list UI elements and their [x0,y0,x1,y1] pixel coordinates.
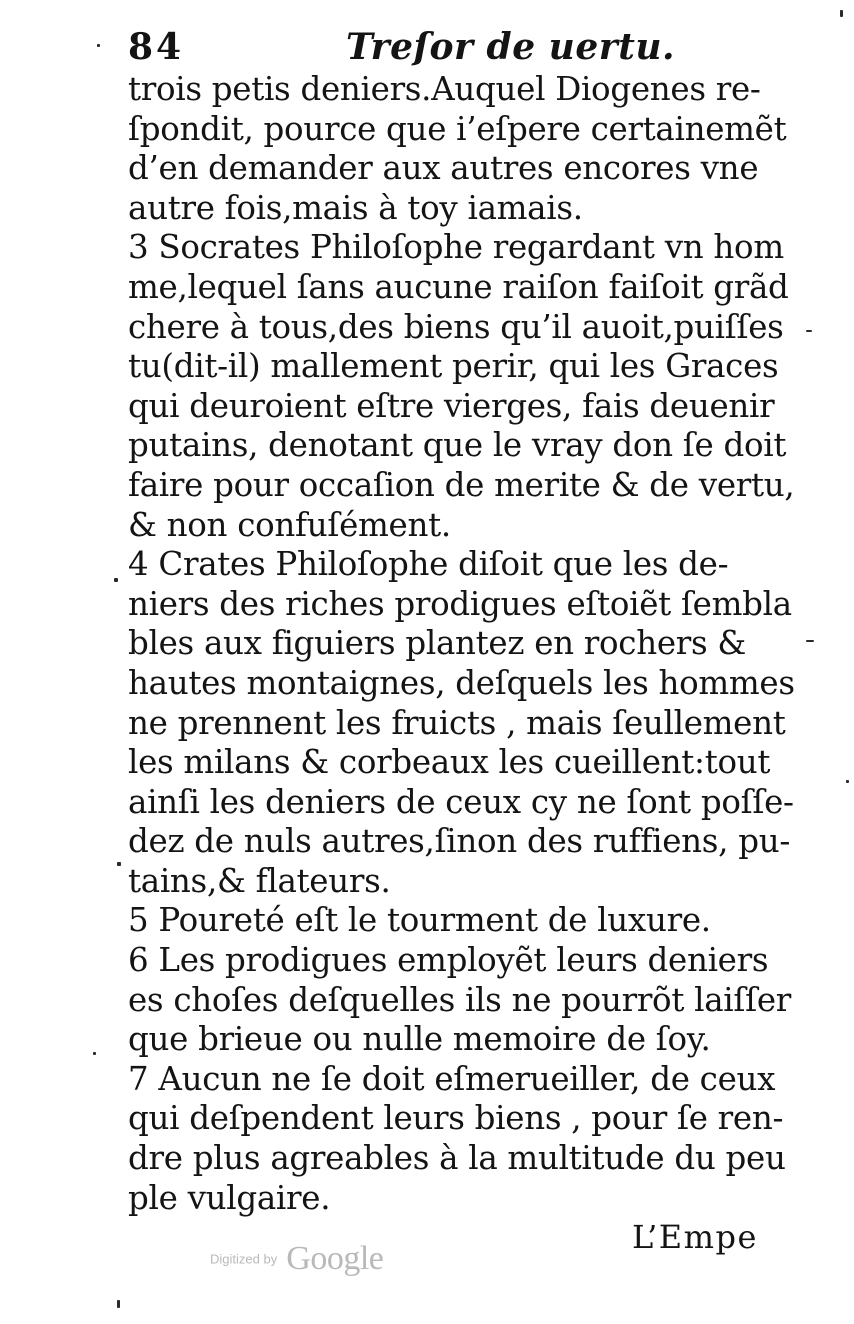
scan-speck [97,44,100,47]
catchword: L’Empe [632,1218,758,1256]
text-line: que brieue ou nulle memoire de ſoy. [128,1020,711,1059]
text-line: tu(dit-il) mallement perir, qui les Graces [128,347,779,386]
google-logo: Google [286,1240,384,1277]
text-line: chere à tous,des biens qu’il auoit,puiſſes [128,307,784,346]
text-line: tains,& flateurs. [128,861,391,900]
text-line: ſpondit, pource que i’eſpere certainemẽt [128,109,787,148]
scan-speck [840,10,843,17]
running-title: Treſor de uertu. [346,26,676,68]
text-line: 4 Crates Philoſophe diſoit que les de- [128,545,729,584]
text-line: dez de nuls autres,ſinon des ruffiens, pu- [128,822,791,861]
scan-speck [117,1300,120,1308]
text-line: qui deuroient eſtre vierges, fais deuenir [128,386,775,425]
text-line: es choſes deſquelles ils ne pourrõt laiſſer [128,980,791,1019]
text-line: niers des riches prodigues eſtoiẽt ſembla [128,584,792,623]
text-line: autre fois,mais à toy iamais. [128,188,583,227]
text-line: 3 Socrates Philoſophe regardant vn hom [128,228,784,267]
scan-speck [93,1052,96,1055]
scan-speck [117,862,121,866]
text-line: d’en demander aux autres encores vne [128,149,759,188]
page-header [128,20,788,70]
text-line: putains, denotant que le vray don ſe doit [128,426,787,465]
text-line: & non confuſément. [128,505,451,544]
body-text [128,70,795,1218]
text-line: qui deſpendent leurs biens , pour ſe ren- [128,1099,784,1138]
text-line: ne prennent les fruicts , mais ſeullement [128,703,786,742]
text-line: 5 Poureté eſt le tourment de luxure. [128,901,711,940]
text-line: ainſi les deniers de ceux cy ne ſont poſſe- [128,782,794,821]
text-line: bles aux figuiers plantez en rochers & [128,624,747,663]
text-line: 7 Aucun ne ſe doit eſmerueiller, de ceux [128,1059,776,1098]
text-line: dre plus agreables à la multitude du peu [128,1139,786,1178]
scan-speck [846,780,849,783]
text-line: ple vulgaire. [128,1178,331,1217]
page-number: 84 [128,26,185,68]
scan-speck [114,578,118,582]
digitized-watermark [210,1240,383,1278]
text-line: les milans & corbeaux les cueillent:tout [128,743,771,782]
scan-speck [806,640,814,642]
text-line: faire pour occaſion de merite & de vertu, [128,465,795,504]
text-line: 6 Les prodigues employẽt leurs deniers [128,941,769,980]
scan-speck [806,330,812,332]
text-line: hautes montaignes, deſquels les hommes [128,663,795,702]
text-line: me,lequel ſans aucune raiſon faiſoit grãd [128,267,789,306]
text-line: trois petis deniers.Auquel Diogenes re- [128,70,761,108]
watermark-prefix: Digitized by [210,1251,278,1267]
